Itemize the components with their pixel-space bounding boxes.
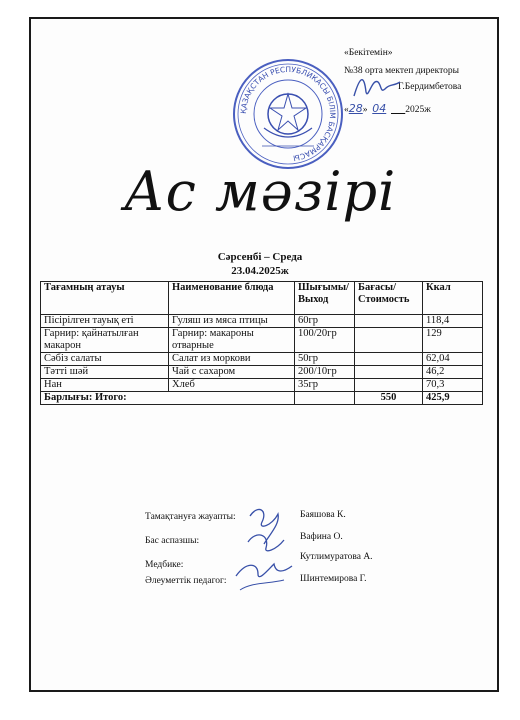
cell-yield: 50гр <box>295 353 355 366</box>
cell-cost <box>355 379 423 392</box>
staff-name: Шинтемирова Г. <box>300 574 367 584</box>
director-signature-icon <box>350 70 404 104</box>
cell-yield: 100/20гр <box>295 328 355 353</box>
staff-name: Кутлимуратова А. <box>300 552 373 562</box>
menu-weekday: Сәрсенбі – Среда <box>217 251 303 263</box>
table-row <box>41 328 483 353</box>
total-label: Барлығы: Итого: <box>41 392 295 405</box>
role-label: Бас аспазшы: <box>145 536 200 546</box>
approval-director-name: Г.Бердимбетова <box>398 82 462 92</box>
role-label: Әлеуметтік педагог: <box>145 576 227 586</box>
table-total-row <box>41 392 483 405</box>
page-title: Ас мәзірі <box>123 160 397 223</box>
cell-kz-name: Тәтті шәй <box>41 366 169 379</box>
cell-ru-name: Гуляш из мяса птицы <box>169 315 295 328</box>
total-cost: 550 <box>355 392 423 405</box>
staff-signatures-icon <box>228 500 308 600</box>
cell-cost <box>355 353 423 366</box>
cell-kcal: 62,04 <box>423 353 483 366</box>
cell-yield: 60гр <box>295 315 355 328</box>
cell-cost <box>355 328 423 353</box>
cell-yield: 200/10гр <box>295 366 355 379</box>
menu-table-header <box>41 282 483 315</box>
cell-kcal: 129 <box>423 328 483 353</box>
role-label: Тамақтануға жауапты: <box>145 512 236 522</box>
cell-yield: 35гр <box>295 379 355 392</box>
cell-ru-name: Чай с сахаром <box>169 366 295 379</box>
cell-kz-name: Нан <box>41 379 169 392</box>
staff-name: Баяшова К. <box>300 510 346 520</box>
menu-date: 23.04.2025ж <box>231 265 289 277</box>
col-header-cost: Бағасы/ Стоимость <box>355 282 423 315</box>
cell-kz-name: Пісірілген тауық еті <box>41 315 169 328</box>
approval-date: «28» 04 2025ж <box>344 102 431 115</box>
role-label: Медбике: <box>145 560 184 570</box>
table-row <box>41 315 483 328</box>
menu-table <box>40 281 483 405</box>
total-yield <box>295 392 355 405</box>
cell-cost <box>355 366 423 379</box>
staff-name: Вафина О. <box>300 532 343 542</box>
col-header-yield: Шығымы/ Выход <box>295 282 355 315</box>
official-seal-icon <box>232 58 344 170</box>
cell-ru-name: Хлеб <box>169 379 295 392</box>
col-header-kz-name: Тағамның атауы <box>41 282 169 315</box>
cell-cost <box>355 315 423 328</box>
cell-kz-name: Гарнир: қайнатылған макарон <box>41 328 169 353</box>
cell-ru-name: Гарнир: макароны отварные <box>169 328 295 353</box>
col-header-kcal: Ккал <box>423 282 483 315</box>
approval-position: №38 орта мектеп директоры <box>344 66 460 76</box>
approval-month: 04 <box>372 102 387 115</box>
col-header-ru-name: Наименование блюда <box>169 282 295 315</box>
total-kcal: 425,9 <box>423 392 483 405</box>
table-row <box>41 366 483 379</box>
cell-kcal: 118,4 <box>423 315 483 328</box>
cell-kz-name: Сәбіз салаты <box>41 353 169 366</box>
approval-day: 28 <box>348 102 363 115</box>
cell-kcal: 46,2 <box>423 366 483 379</box>
cell-ru-name: Салат из моркови <box>169 353 295 366</box>
cell-kcal: 70,3 <box>423 379 483 392</box>
table-row <box>41 353 483 366</box>
table-row <box>41 379 483 392</box>
menu-day <box>0 250 520 278</box>
approval-title: «Бекітемін» <box>344 48 393 58</box>
seal-text: ҚАЗАҚСТАН РЕСПУБЛИКАСЫ БІЛІМ БАСҚАРМАСЫ <box>238 64 338 163</box>
